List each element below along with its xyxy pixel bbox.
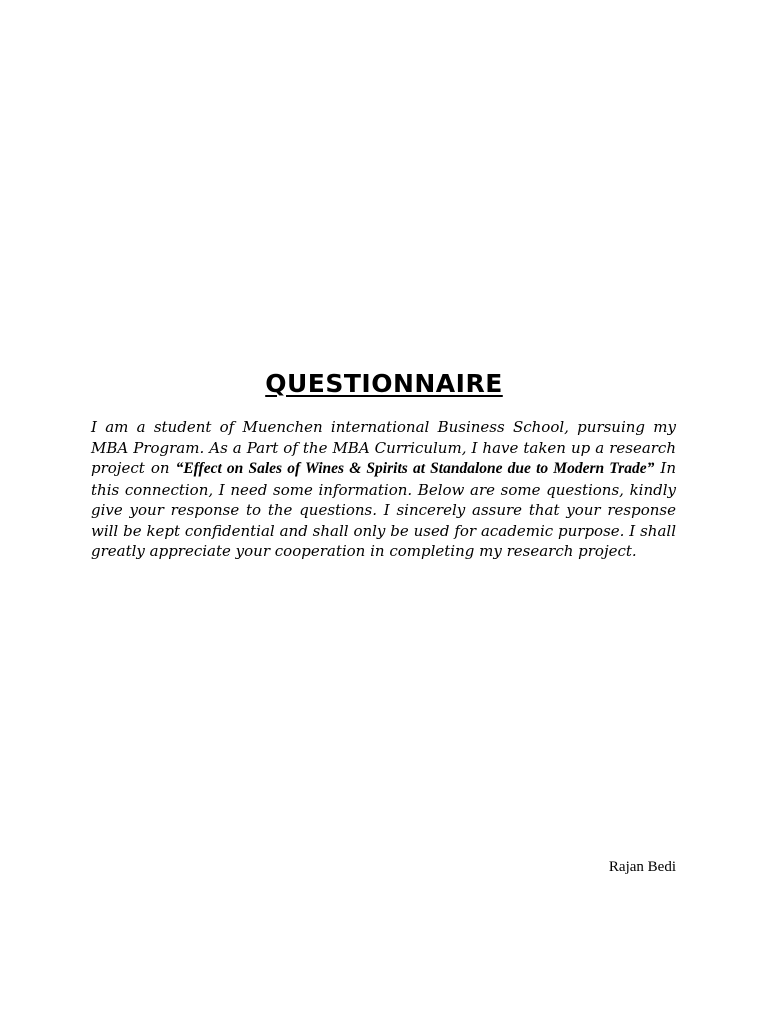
intro-text-before: I am a student of Muenchen international Business School, pursuing my MBA Program. As a Part of the MBA Curriculum, I have taken up a research project on (91, 418, 676, 477)
author-signature: Rajan Bedi (608, 859, 676, 875)
intro-paragraph (91, 417, 676, 562)
intro-text-after: In this connection, I need some information. Below are some questions, kindly give your response to the questions. I sincerely assure that your response will be kept confidential and shall only be used for academic purpose. I shall greatly appreciate your cooperation in completing my research project. (91, 459, 676, 560)
page-title: QUESTIONNAIRE (265, 369, 503, 398)
project-title: “Effect on Sales of Wines & Spirits at Standalone due to Modern Trade” (175, 460, 655, 477)
